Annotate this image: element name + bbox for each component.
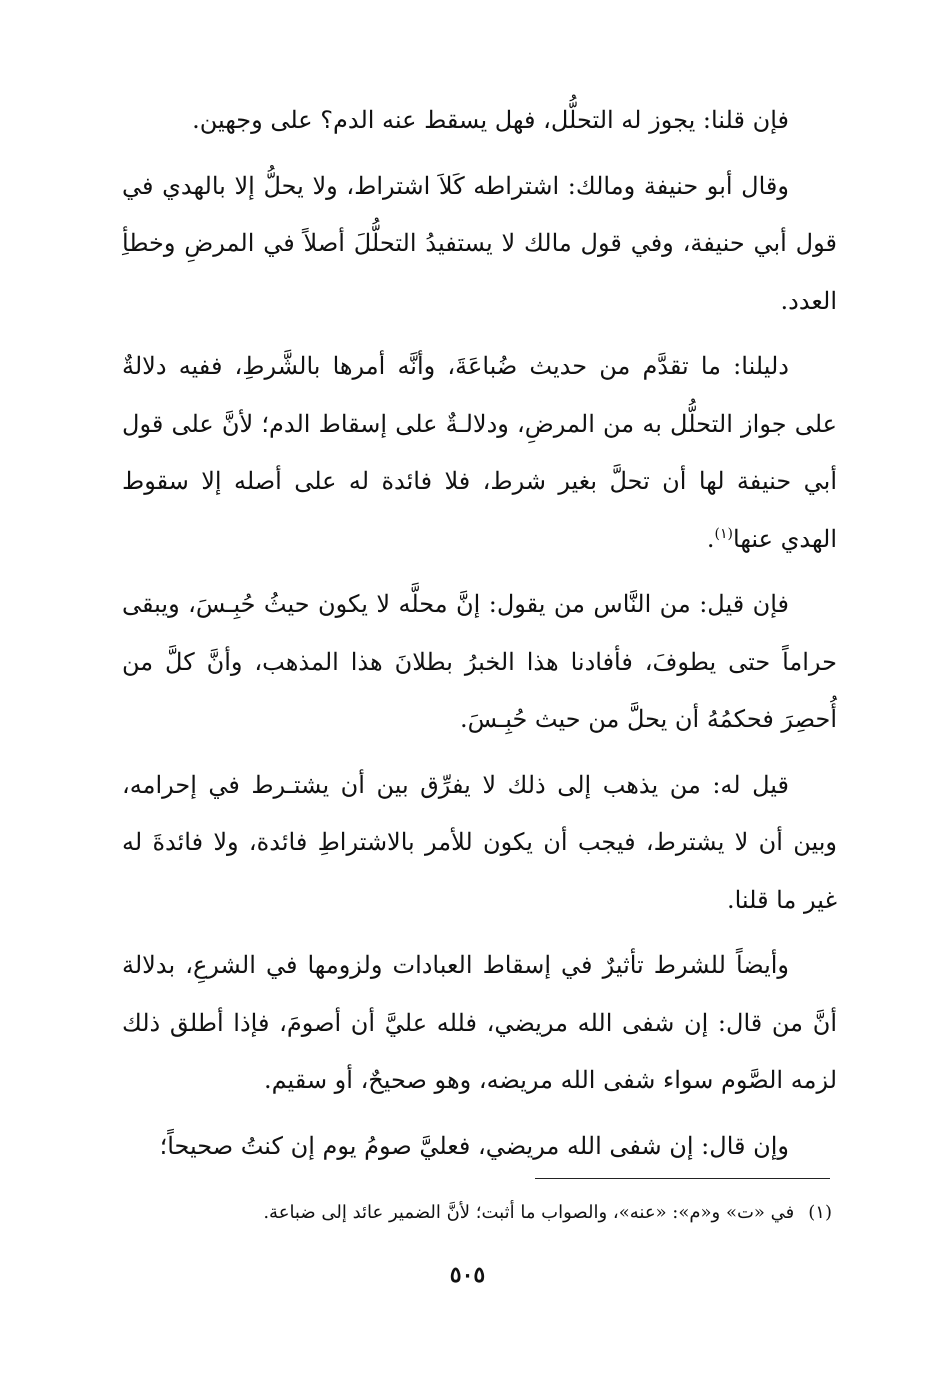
paragraph-3 [122, 338, 837, 568]
paragraph-7-text: وإن قال: إن شفى الله مريضي، فعليَّ صومُ يوم إن كنتُ صحيحاً؛ [159, 1131, 789, 1160]
paragraph-4-text: فإن قيل: من النَّاس من يقول: إنَّ محلَّه لا يكون حيثُ حُبِـسَ، ويبقى حراماً حتى يطوفَ، فأفادنا هذا الخبرُ بطلانَ هذا المذهب، وأنَّ كلَّ من أُحصِرَ فحكمُهُ أن يحلَّ من حيث حُبِـسَ. [122, 590, 837, 733]
paragraph-2-text: وقال أبو حنيفة ومالك: اشتراطه كَلاَ اشتراط، ولا يحلُّ إلا بالهدي في قول أبي حنيفة، وفي قول مالك لا يستفيدُ التحلُّلَ أصلاً في المرضِ وخطأِ العدد. [122, 171, 837, 315]
footnote-text: في «ت» و«م»: «عنه»، والصواب ما أثبت؛ لأنَّ الضمير عائد إلى ضباعة. [263, 1202, 795, 1223]
footnote-number: (١) [808, 1202, 832, 1223]
footnote-reference: (١) [714, 525, 733, 542]
paragraph-5-text: قيل له: من يذهب إلى ذلك لا يفرِّق بين أن يشتـرط في إحرامه، وبين أن لا يشترط، فيجب أن يكون للأمر بالاشتراطِ فائدة، ولا فائدةَ له غير ما قلنا. [122, 770, 837, 914]
footnote [122, 1196, 832, 1230]
paragraph-1 [122, 92, 837, 150]
paragraph-6-text: وأيضاً للشرط تأثيرٌ في إسقاط العبادات ولزومها في الشرعِ، بدلالة أنَّ من قال: إن شفى الله مريضي، فلله عليَّ أن أصومَ، فإذا أطلق ذلك لزمه الصَّوم سواء شفى الله مريضه، وهو صحيحٌ، أو سقيم. [122, 951, 837, 1094]
footnote-divider [535, 1178, 830, 1179]
page-number: ٥٠٥ [449, 1262, 486, 1288]
paragraph-2 [122, 158, 837, 331]
paragraph-1-text: فإن قلنا: يجوز له التحلُّل، فهل يسقط عنه الدم؟ على وجهين. [192, 106, 789, 134]
paragraph-3-text: دليلنا: ما تقدَّم من حديث ضُباعَةَ، وأنَّه أمرها بالشَّرطِ، ففيه دلالةٌ على جواز التحلُّل به من المرضِ، ودلالـةٌ على إسقاط الدم؛ لأنَّ على قول أبي حنيفة لها أن تحلَّ بغير شرط، فلا فائدة له على أصله إلا سقوط الهدي عنها [122, 352, 837, 553]
paragraph-5 [122, 757, 837, 930]
paragraph-4 [122, 576, 837, 749]
paragraph-6 [122, 937, 837, 1110]
paragraph-3-tail: . [706, 524, 715, 553]
paragraph-7 [122, 1118, 837, 1176]
page-body [122, 92, 837, 1175]
